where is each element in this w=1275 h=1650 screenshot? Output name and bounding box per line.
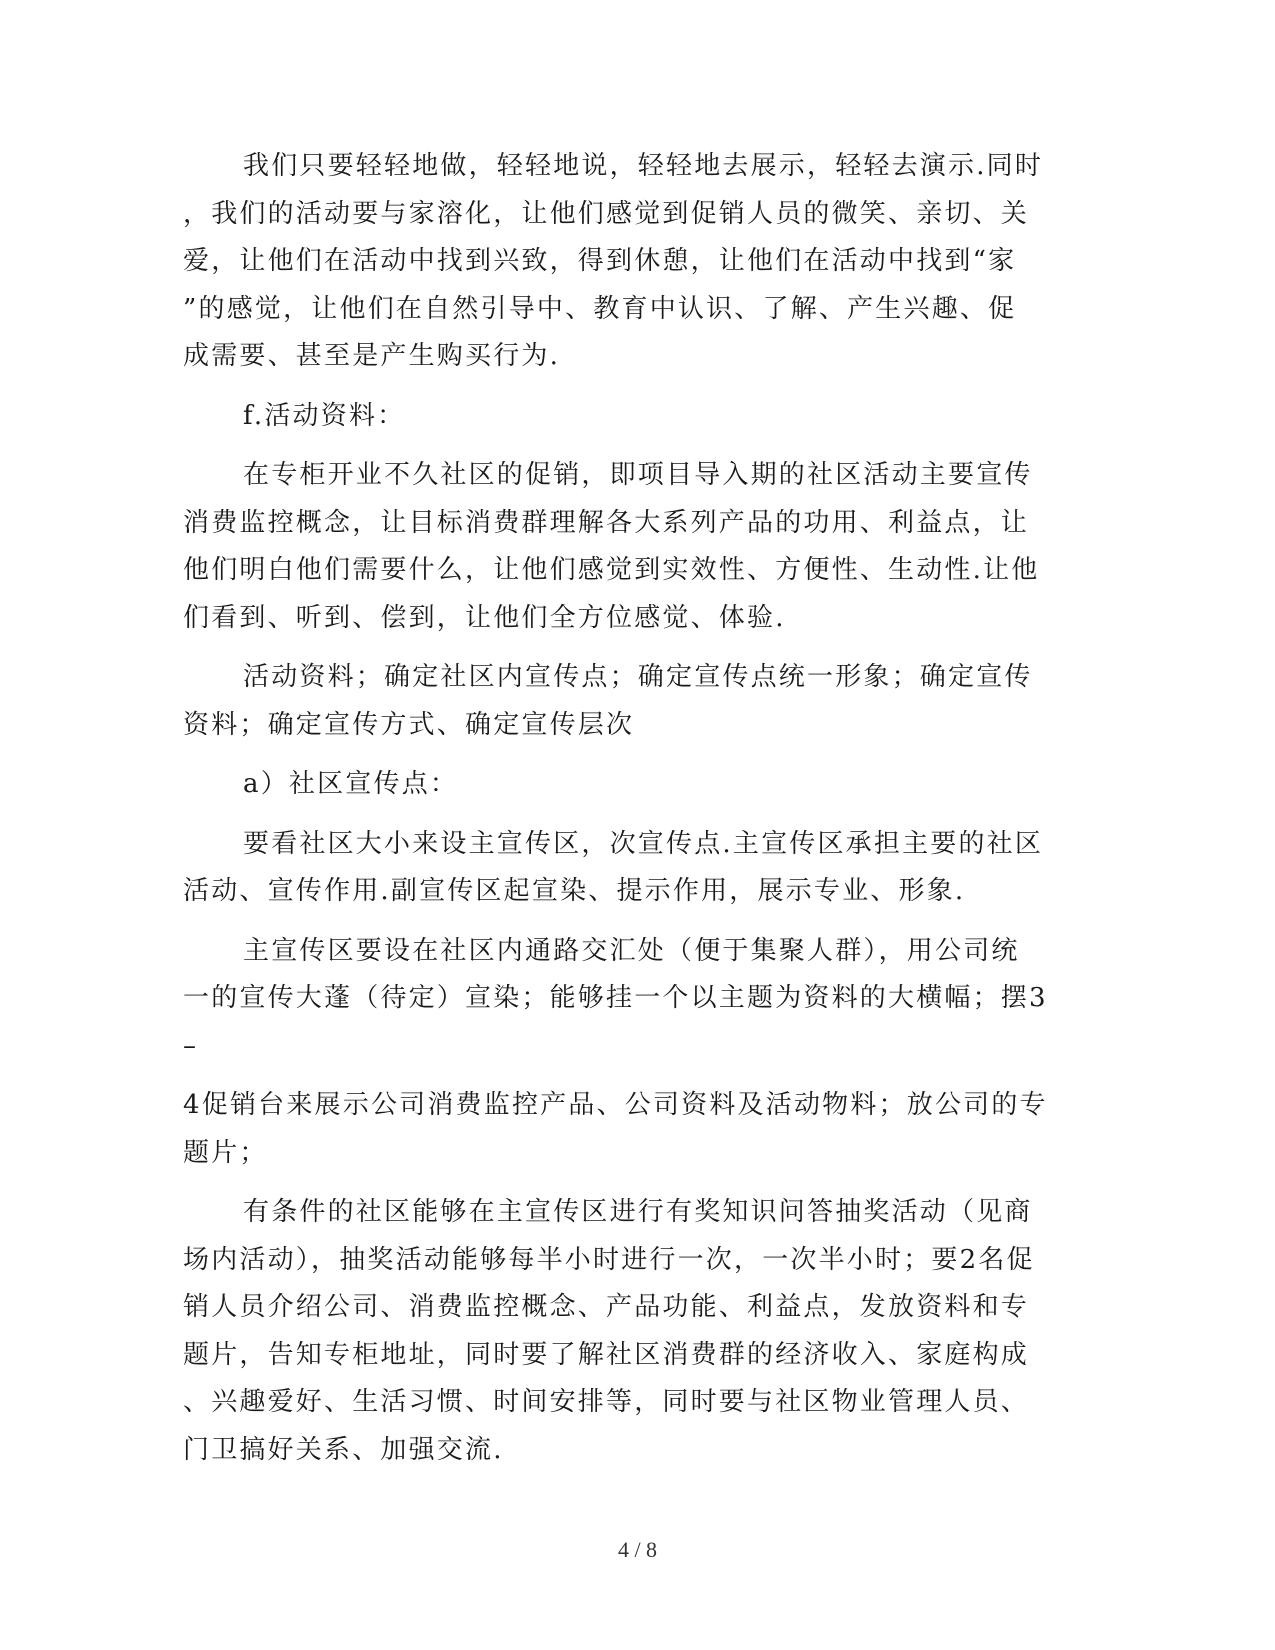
text-line: 场内活动），抽奖活动能够每半小时进行一次，一次半小时；要2名促 xyxy=(183,1244,1035,1275)
text-line: 爱，让他们在活动中找到兴致，得到休憩，让他们在活动中找到“家 xyxy=(183,246,1017,276)
text-line: – xyxy=(183,1030,199,1061)
text-line: 一的宣传大蓬（待定）宣染；能够挂一个以主题为资料的大横幅；摆3 xyxy=(183,983,1048,1013)
text-line: 题片； xyxy=(183,1137,268,1168)
text-line: 他们明白他们需要什么，让他们感觉到实效性、方便性、生动性.让他 xyxy=(183,555,1040,585)
document-body xyxy=(183,143,1088,1486)
text-line: 资料；确定宣传方式、确定宣传层次 xyxy=(183,709,635,740)
text-line: 销人员介绍公司、消费监控概念、产品功能、利益点，发放资料和专 xyxy=(183,1292,1030,1322)
section-heading xyxy=(183,393,1088,441)
paragraph xyxy=(183,821,1088,916)
paragraph xyxy=(183,1082,1088,1177)
text-line: ”的感觉，让他们在自然引导中、教育中认识、了解、产生兴趣、促 xyxy=(183,293,1017,324)
text-line: ，我们的活动要与家溶化，让他们感觉到促销人员的微笑、亲切、关 xyxy=(183,198,1030,229)
paragraph xyxy=(183,143,1088,381)
text-line: 4促销台来展示公司消费监控产品、公司资料及活动物料；放公司的专 xyxy=(183,1090,1048,1120)
text-line: 要看社区大小来设主宣传区，次宣传点.主宣传区承担主要的社区 xyxy=(243,828,1044,859)
text-line: 消费监控概念，让目标消费群理解各大系列产品的功用、利益点，让 xyxy=(183,507,1030,538)
paragraph xyxy=(183,654,1088,749)
section-heading xyxy=(183,761,1088,809)
text-line: 有条件的社区能够在主宣传区进行有奖知识问答抽奖活动（见商 xyxy=(243,1197,1033,1227)
text-line: 主宣传区要设在社区内通路交汇处（便于集聚人群），用公司统 xyxy=(243,935,1020,966)
text-line: 我们只要轻轻地做，轻轻地说，轻轻地去展示，轻轻去演示.同时 xyxy=(243,151,1044,181)
paragraph xyxy=(183,1189,1088,1474)
text-line: 、兴趣爱好、生活习惯、时间安排等，同时要与社区物业管理人员、 xyxy=(183,1387,1030,1417)
paragraph xyxy=(183,452,1088,642)
text-line: 题片，告知专柜地址，同时要了解社区消费群的经济收入、家庭构成 xyxy=(183,1339,1030,1370)
text-line: 门卫搞好关系、加强交流. xyxy=(183,1434,504,1465)
page-number: 4 / 8 xyxy=(617,1537,658,1562)
text-line: f.活动资料： xyxy=(243,400,406,431)
text-line: 们看到、听到、偿到，让他们全方位感觉、体验. xyxy=(183,602,786,633)
text-line: 在专柜开业不久社区的促销，即项目导入期的社区活动主要宣传 xyxy=(243,460,1033,490)
text-line: a）社区宣传点： xyxy=(243,769,459,799)
text-line: 活动、宣传作用.副宣传区起宣染、提示作用，展示专业、形象. xyxy=(183,876,966,906)
text-line: 活动资料；确定社区内宣传点；确定宣传点统一形象；确定宣传 xyxy=(243,662,1033,692)
text-line: 成需要、甚至是产生购买行为. xyxy=(183,341,561,371)
paragraph xyxy=(183,928,1088,1071)
